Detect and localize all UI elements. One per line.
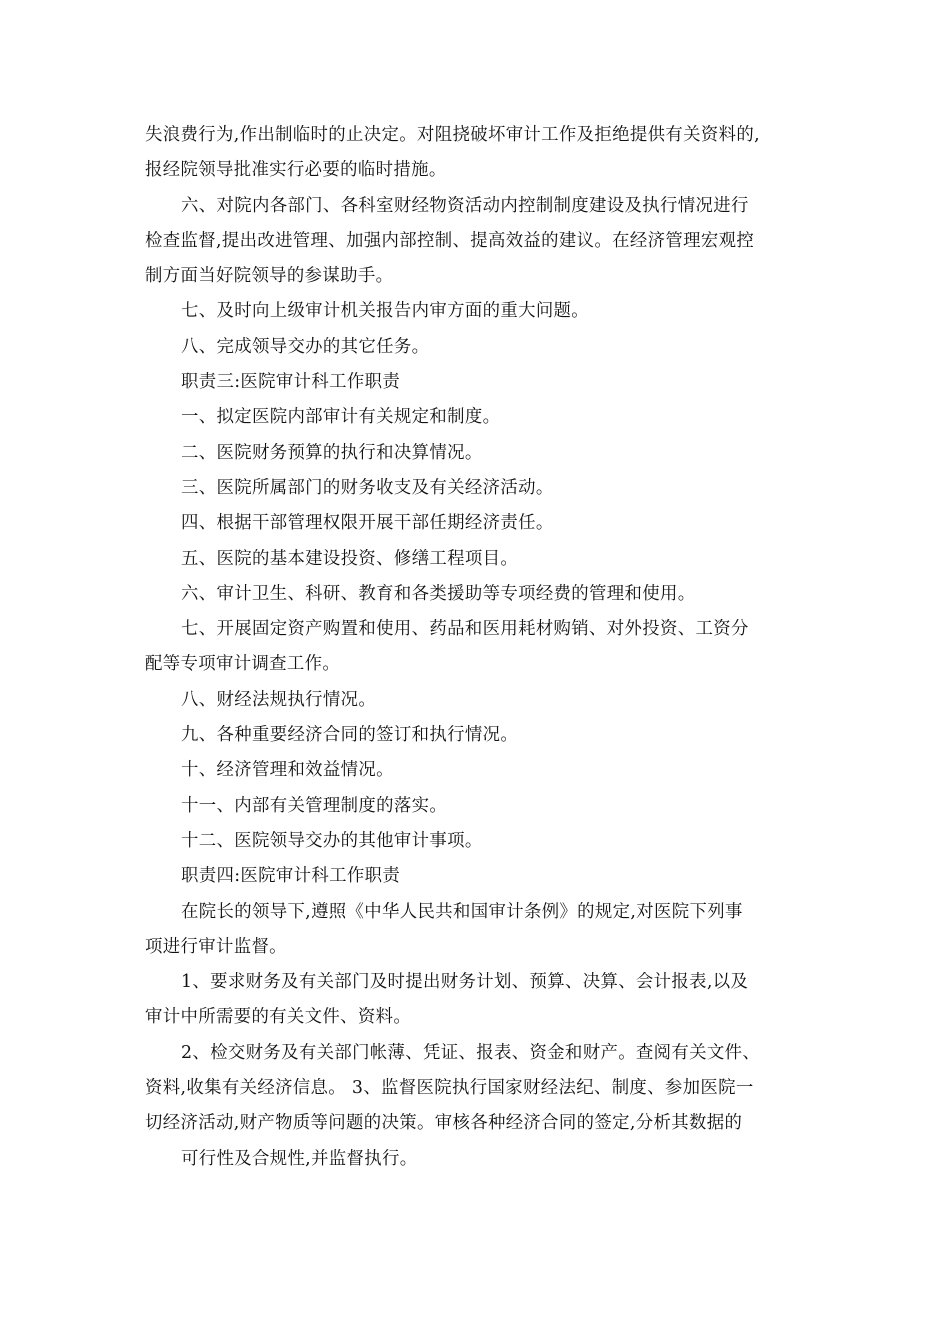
text-line: 项进行审计监督。 [145, 936, 287, 957]
text-line: 配等专项审计调查工作。 [145, 654, 341, 675]
text-line: 六、审计卫生、科研、教育和各类援助等专项经费的管理和使用。 [181, 583, 696, 604]
text-line: 四、根据干部管理权限开展干部任期经济责任。 [181, 513, 554, 534]
text-line: 九、各种重要经济合同的签订和执行情况。 [181, 725, 519, 746]
text-line: 七、开展固定资产购置和使用、药品和医用耗材购销、对外投资、工资分 [181, 619, 749, 640]
text-line: 六、对院内各部门、各科室财经物资活动内控制制度建设及执行情况进行 [181, 195, 749, 216]
text-line: 七、及时向上级审计机关报告内审方面的重大问题。 [181, 301, 590, 322]
text-line: 职责四:医院审计科工作职责 [181, 866, 401, 887]
text-line: 一、拟定医院内部审计有关规定和制度。 [181, 407, 501, 428]
text-line: 二、医院财务预算的执行和决算情况。 [181, 442, 483, 463]
text-line: 可行性及合规性,并监督执行。 [181, 1148, 418, 1169]
text-line: 制方面当好院领导的参谋助手。 [145, 266, 394, 287]
text-line: 五、医院的基本建设投资、修缮工程项目。 [181, 548, 519, 569]
text-line: 职责三:医院审计科工作职责 [181, 372, 401, 393]
text-line: 检查监督,提出改进管理、加强内部控制、提高效益的建议。在经济管理宏观控 [145, 230, 755, 251]
text-line: 失浪费行为,作出制临时的止决定。对阻挠破坏审计工作及拒绝提供有关资料的, [145, 125, 760, 145]
text-line: 在院长的领导下,遵照《中华人民共和国审计条例》的规定,对医院下列事 [181, 901, 743, 922]
text-line: 十一、内部有关管理制度的落实。 [181, 795, 448, 816]
text-line: 十二、医院领导交办的其他审计事项。 [181, 830, 483, 851]
text-line: 2、检交财务及有关部门帐薄、凭证、报表、资金和财产。查阅有关文件、 [181, 1042, 761, 1063]
text-line: 审计中所需要的有关文件、资料。 [145, 1007, 412, 1028]
text-line: 资料,收集有关经济信息。 3、监督医院执行国家财经法纪、制度、参加医院一 [145, 1078, 754, 1099]
text-line: 十、经济管理和效益情况。 [181, 760, 394, 781]
text-line: 八、完成领导交办的其它任务。 [181, 336, 430, 357]
document-body [145, 118, 810, 1177]
text-line: 1、要求财务及有关部门及时提出财务计划、预算、决算、会计报表,以及 [181, 972, 749, 993]
text-line: 切经济活动,财产物质等问题的决策。审核各种经济合同的签定,分析其数据的 [145, 1113, 743, 1134]
text-line: 三、医院所属部门的财务收支及有关经济活动。 [181, 477, 554, 498]
text-line: 八、财经法规执行情况。 [181, 689, 377, 710]
text-line: 报经院领导批准实行必要的临时措施。 [145, 160, 447, 181]
